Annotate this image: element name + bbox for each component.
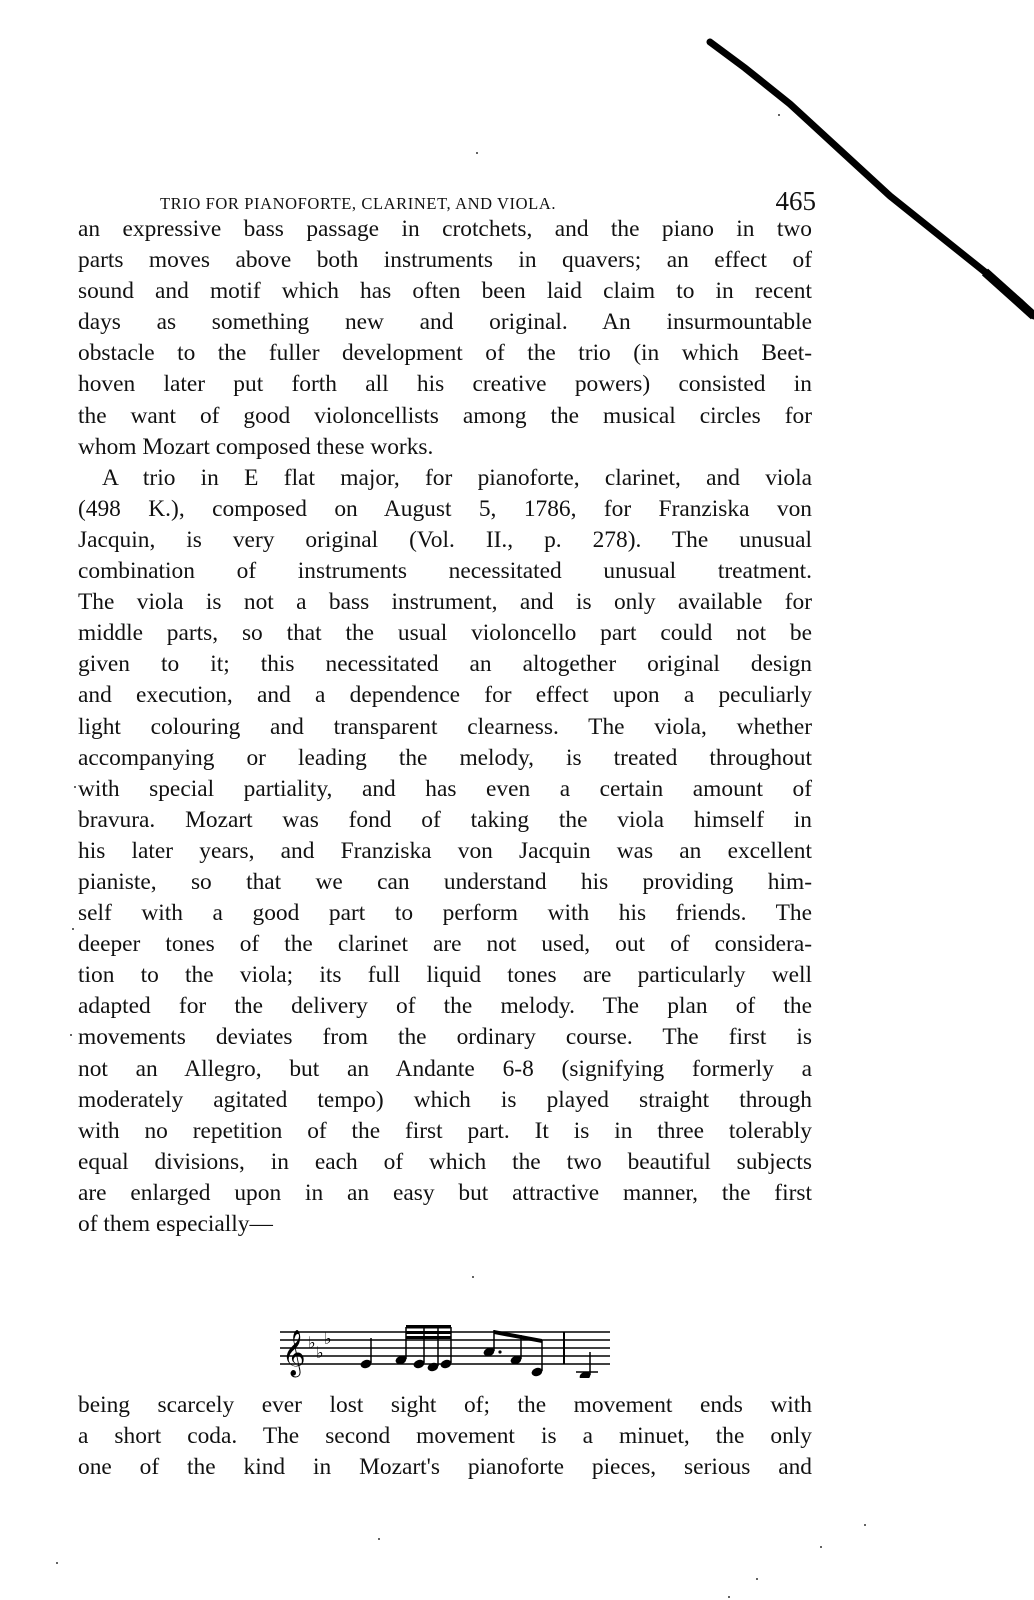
text-line: pianiste, so that we can understand his providing him- <box>78 868 812 895</box>
body-text <box>78 214 812 1240</box>
text-line: with special partiality, and has even a certain amount of <box>78 775 812 802</box>
text-line: of them especially— <box>78 1211 273 1237</box>
paragraph-start-line: A trio in E flat major, for pianoforte, clarinet, and viola <box>102 464 812 491</box>
scan-speck <box>778 114 780 116</box>
text-line: Jacquin, is very original (Vol. II., p. 278). The unusual <box>78 526 812 553</box>
scan-speck <box>820 1546 822 1548</box>
text-line: tion to the viola; its full liquid tones are particularly well <box>78 962 812 989</box>
text-line: middle parts, so that the usual violoncello part could not be <box>78 620 812 647</box>
scan-speck <box>74 786 76 788</box>
scan-speck <box>56 1562 58 1564</box>
page-number: 465 <box>775 186 816 216</box>
text-line: an expressive bass passage in crotchets, and the piano in two <box>78 216 812 242</box>
continuation-text <box>78 1390 812 1483</box>
text-line: a short coda. The second movement is a minuet, the only <box>78 1423 812 1450</box>
text-line: deeper tones of the clarinet are not used, out of considera- <box>78 931 812 958</box>
text-line: and execution, and a dependence for effect upon a peculiarly <box>78 682 812 709</box>
flat-icon: ♭ <box>324 1329 332 1348</box>
scan-speck <box>378 1538 380 1540</box>
scan-speck <box>756 1578 758 1580</box>
text-line: whom Mozart composed these works. <box>78 433 434 460</box>
text-line: light colouring and transparent clearness. The viola, whether <box>78 713 812 740</box>
text-line: the want of good violoncellists among the musical circles for <box>78 402 812 429</box>
text-line: his later years, and Franziska von Jacquin was an excellent <box>78 837 812 864</box>
text-line: equal divisions, in each of which the two beautiful subjects <box>78 1148 812 1175</box>
text-line: bravura. Mozart was fond of taking the viola himself in <box>78 806 812 833</box>
text-line: (498 K.), composed on August 5, 1786, for Franziska von <box>78 495 812 522</box>
text-line: being scarcely ever lost sight of; the movement ends with <box>78 1392 812 1418</box>
music-notation-example <box>280 1322 610 1378</box>
scan-speck <box>476 152 478 154</box>
text-line: obstacle to the fuller development of the trio (in which Beet- <box>78 340 812 367</box>
text-line: movements deviates from the ordinary course. The first is <box>78 1024 812 1051</box>
text-line: days as something new and original. An insurmountable <box>78 309 812 336</box>
text-line: given to it; this necessitated an altogether original design <box>78 651 812 678</box>
text-line: with no repetition of the first part. It is in three tolerably <box>78 1117 812 1144</box>
text-line: are enlarged upon in an easy but attractive manner, the first <box>78 1179 812 1206</box>
text-line: moderately agitated tempo) which is played straight through <box>78 1086 812 1113</box>
text-line: hoven later put forth all his creative powers) consisted in <box>78 371 812 398</box>
text-line: one of the kind in Mozart's pianoforte pieces, serious and <box>78 1454 812 1481</box>
text-line: not an Allegro, but an Andante 6-8 (signifying formerly a <box>78 1055 812 1082</box>
text-line: accompanying or leading the melody, is treated throughout <box>78 744 812 771</box>
scan-speck <box>728 1596 730 1598</box>
text-line: The viola is not a bass instrument, and is only available for <box>78 589 812 616</box>
text-line: combination of instruments necessitated unusual treatment. <box>78 558 812 585</box>
running-title: TRIO FOR PIANOFORTE, CLARINET, AND VIOLA. <box>160 194 557 213</box>
treble-clef-icon: 𝄞 <box>282 1330 306 1376</box>
scan-speck <box>472 1276 474 1278</box>
flat-icon: ♭ <box>316 1343 324 1362</box>
text-line: adapted for the delivery of the melody. The plan of the <box>78 993 812 1020</box>
text-line: sound and motif which has often been laid claim to in recent <box>78 278 812 305</box>
scan-speck <box>70 1034 72 1036</box>
text-line: self with a good part to perform with his friends. The <box>78 900 812 927</box>
scan-speck <box>72 928 74 930</box>
scan-speck <box>864 1524 866 1526</box>
text-line: parts moves above both instruments in quavers; an effect of <box>78 247 812 274</box>
flat-icon: ♭ <box>308 1333 316 1352</box>
